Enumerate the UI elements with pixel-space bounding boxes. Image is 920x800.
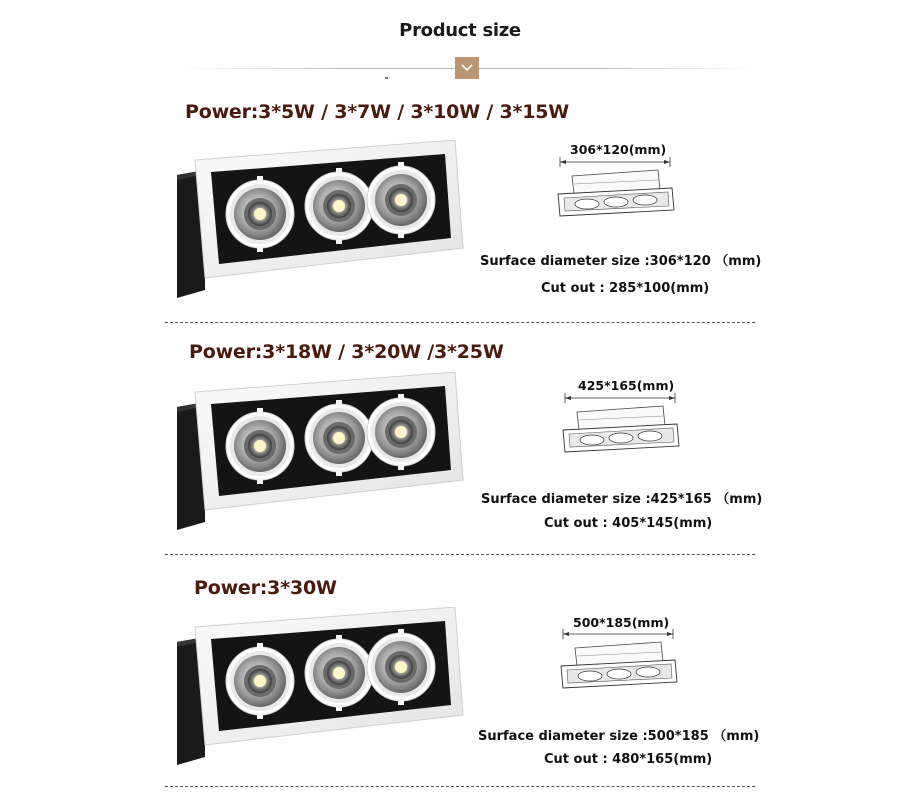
cutout-text: Cut out : 480*165(mm) — [544, 752, 713, 767]
cutout-text: Cut out : 405*145(mm) — [544, 516, 713, 531]
dimension-label: 306*120(mm) — [570, 142, 667, 157]
technical-drawing — [550, 140, 685, 235]
section-divider — [165, 554, 755, 555]
chevron-badge[interactable] — [455, 57, 479, 79]
surface-size-text: Surface diameter size :425*165 （mm) — [481, 492, 763, 507]
section-divider — [165, 786, 755, 787]
product-image — [165, 607, 475, 772]
product-image — [165, 140, 475, 305]
dimension-label: 500*185(mm) — [573, 615, 670, 630]
power-label: Power:3*18W / 3*20W /3*25W — [189, 341, 504, 363]
stray-mark — [385, 77, 388, 79]
chevron-down-icon — [460, 63, 474, 73]
cutout-text: Cut out : 285*100(mm) — [541, 281, 710, 296]
surface-size-text: Surface diameter size :500*185 （mm) — [478, 729, 760, 744]
page-title: Product size — [399, 20, 521, 41]
power-label: Power:3*5W / 3*7W / 3*10W / 3*15W — [185, 101, 570, 123]
power-label: Power:3*30W — [194, 577, 337, 599]
surface-size-text: Surface diameter size :306*120 （mm) — [480, 254, 762, 269]
technical-drawing — [555, 376, 690, 471]
product-image — [165, 372, 475, 537]
technical-drawing — [553, 612, 688, 707]
dimension-label: 425*165(mm) — [578, 378, 675, 393]
section-divider — [165, 322, 755, 323]
